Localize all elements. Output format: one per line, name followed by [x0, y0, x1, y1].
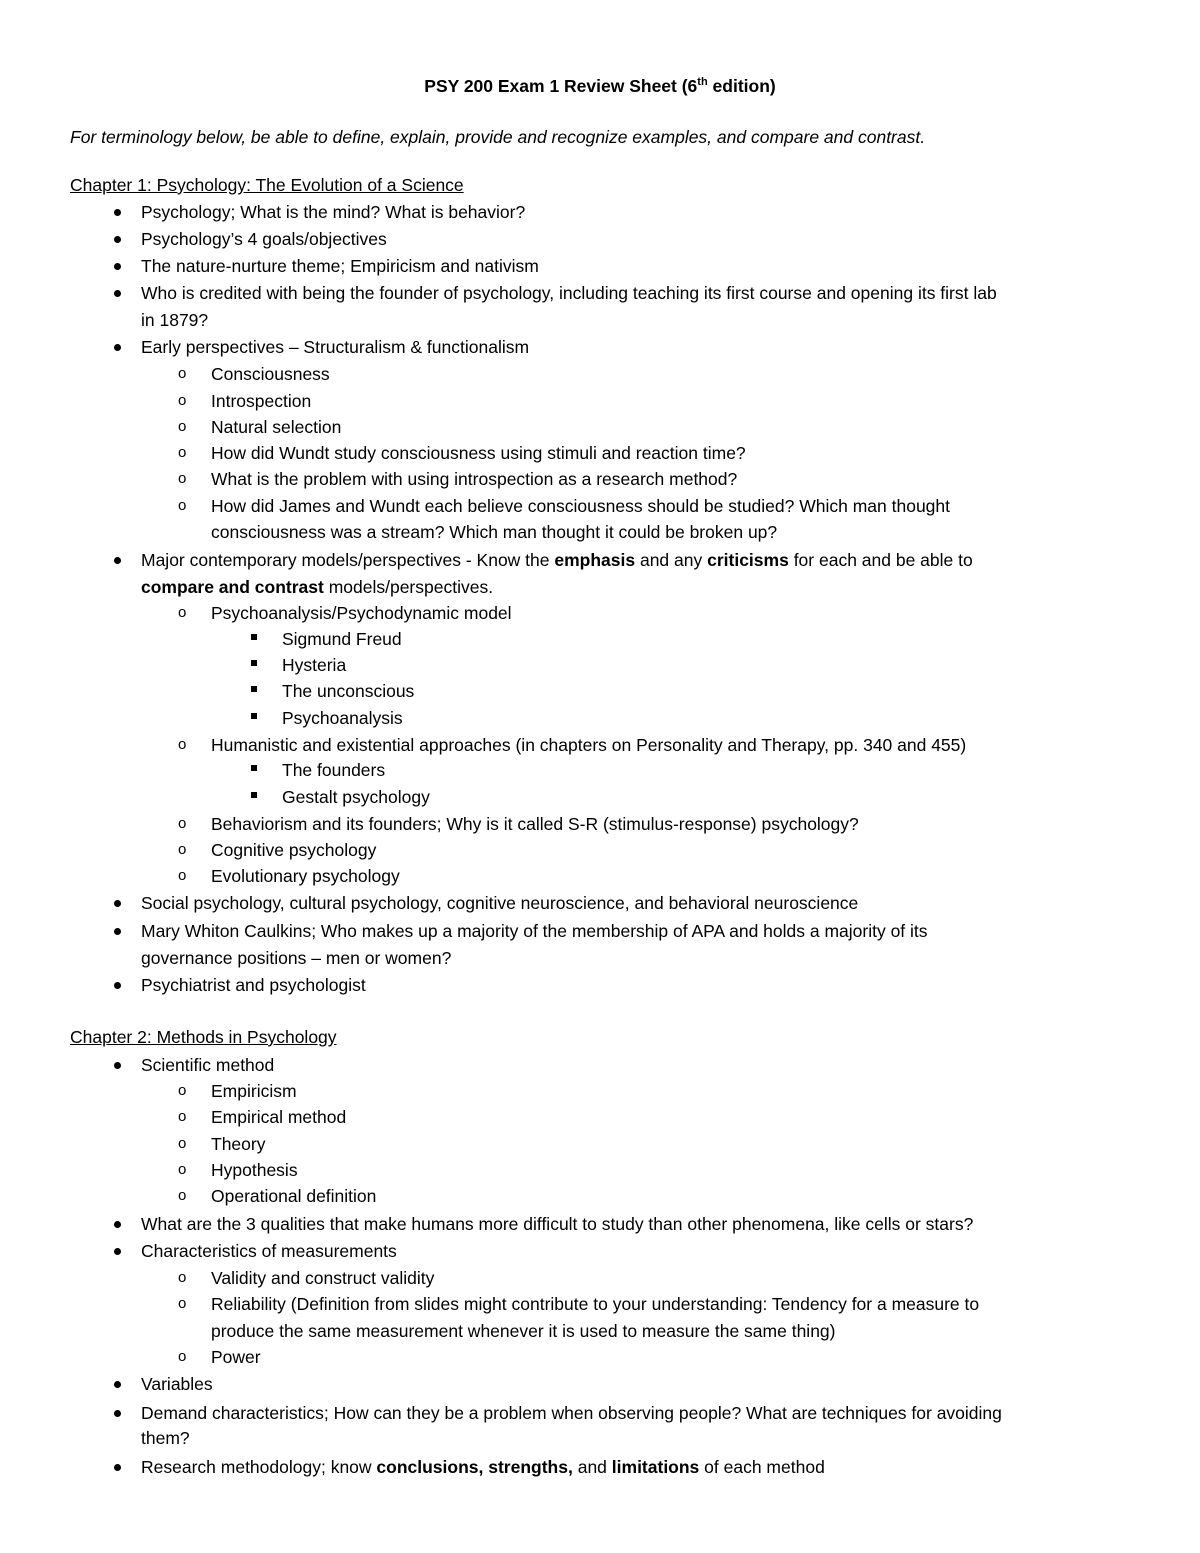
square-bullet-icon	[251, 660, 257, 666]
list-item: What are the 3 qualities that make humans more difficult to study than other phenomena, like cells or stars?	[141, 1214, 974, 1234]
list-item: Mary Whiton Caulkins; Who makes up a majority of the membership of APA and holds a majority of its	[141, 921, 928, 941]
circle-bullet-icon: o	[178, 1161, 187, 1178]
sub-list-item: Humanistic and existential approaches (in chapters on Personality and Therapy, pp. 340 and 455)	[211, 735, 967, 755]
bullet-icon	[114, 1464, 121, 1471]
bullet-icon	[114, 900, 121, 907]
bullet-icon	[114, 236, 121, 243]
chapter-1-heading: Chapter 1: Psychology: The Evolution of a Science	[70, 175, 464, 195]
circle-bullet-icon: o	[178, 604, 187, 621]
sub-list-item: Cognitive psychology	[211, 840, 377, 860]
sub-list-item: How did James and Wundt each believe consciousness should be studied? Which man thought	[211, 496, 951, 516]
sub-list-item: What is the problem with using introspection as a research method?	[211, 469, 738, 489]
list-item: Social psychology, cultural psychology, cognitive neuroscience, and behavioral neuroscience	[141, 893, 859, 913]
list-item-continuation: compare and contrast models/perspectives.	[141, 577, 494, 597]
circle-bullet-icon: o	[178, 418, 187, 435]
list-item: Major contemporary models/perspectives - Know the emphasis and any criticisms for each and be able to	[141, 550, 973, 570]
circle-bullet-icon: o	[178, 736, 187, 753]
list-item-continuation: them?	[141, 1428, 190, 1448]
bullet-icon	[114, 1381, 121, 1388]
sub-sub-list-item: Psychoanalysis	[282, 708, 403, 728]
circle-bullet-icon: o	[178, 1348, 187, 1365]
bullet-icon	[114, 344, 121, 351]
sub-list-item: Psychoanalysis/Psychodynamic model	[211, 603, 512, 623]
list-item: Psychology’s 4 goals/objectives	[141, 229, 387, 249]
circle-bullet-icon: o	[178, 1108, 187, 1125]
circle-bullet-icon: o	[178, 497, 187, 514]
circle-bullet-icon: o	[178, 815, 187, 832]
list-item: Scientific method	[141, 1055, 275, 1075]
bullet-icon	[114, 263, 121, 270]
circle-bullet-icon: o	[178, 1082, 187, 1099]
sub-list-item: Validity and construct validity	[211, 1268, 435, 1288]
circle-bullet-icon: o	[178, 392, 187, 409]
list-item: Research methodology; know conclusions, strengths, and limitations of each method	[141, 1457, 825, 1477]
sub-list-item: Empiricism	[211, 1081, 297, 1101]
intro-text: For terminology below, be able to define, explain, provide and recognize examples, and compare and contrast.	[70, 127, 926, 147]
square-bullet-icon	[251, 792, 257, 798]
square-bullet-icon	[251, 686, 257, 692]
circle-bullet-icon: o	[178, 365, 187, 382]
bullet-icon	[114, 1221, 121, 1228]
list-item-continuation: in 1879?	[141, 310, 209, 330]
bullet-icon	[114, 290, 121, 297]
sub-list-item: How did Wundt study consciousness using stimuli and reaction time?	[211, 443, 746, 463]
circle-bullet-icon: o	[178, 470, 187, 487]
chapter-2-heading: Chapter 2: Methods in Psychology	[70, 1027, 337, 1047]
sub-list-item: Natural selection	[211, 417, 342, 437]
square-bullet-icon	[251, 634, 257, 640]
bullet-icon	[114, 982, 121, 989]
sub-list-item: Behaviorism and its founders; Why is it called S-R (stimulus-response) psychology?	[211, 814, 859, 834]
sub-sub-list-item: Gestalt psychology	[282, 787, 430, 807]
sub-sub-list-item: The unconscious	[282, 681, 415, 701]
bullet-icon	[114, 928, 121, 935]
circle-bullet-icon: o	[178, 1135, 187, 1152]
list-item: The nature-nurture theme; Empiricism and nativism	[141, 256, 539, 276]
circle-bullet-icon: o	[178, 1295, 187, 1312]
sub-list-item-continuation: produce the same measurement whenever it is used to measure the same thing)	[211, 1321, 836, 1341]
square-bullet-icon	[251, 765, 257, 771]
bullet-icon	[114, 557, 121, 564]
list-item: Characteristics of measurements	[141, 1241, 397, 1261]
sub-sub-list-item: The founders	[282, 760, 386, 780]
sub-list-item: Empirical method	[211, 1107, 347, 1127]
circle-bullet-icon: o	[178, 867, 187, 884]
circle-bullet-icon: o	[178, 444, 187, 461]
page-title: PSY 200 Exam 1 Review Sheet (6th edition)	[424, 76, 776, 96]
list-item: Psychiatrist and psychologist	[141, 975, 366, 995]
sub-list-item: Theory	[211, 1134, 266, 1154]
sub-list-item-continuation: consciousness was a stream? Which man thought it could be broken up?	[211, 522, 778, 542]
sub-sub-list-item: Sigmund Freud	[282, 629, 402, 649]
sub-sub-list-item: Hysteria	[282, 655, 347, 675]
list-item: Psychology; What is the mind? What is behavior?	[141, 202, 526, 222]
bullet-icon	[114, 1410, 121, 1417]
circle-bullet-icon: o	[178, 841, 187, 858]
list-item: Who is credited with being the founder of psychology, including teaching its first course and opening its first lab	[141, 283, 997, 303]
bullet-icon	[114, 209, 121, 216]
circle-bullet-icon: o	[178, 1269, 187, 1286]
square-bullet-icon	[251, 713, 257, 719]
list-item: Variables	[141, 1374, 213, 1394]
circle-bullet-icon: o	[178, 1187, 187, 1204]
sub-list-item: Reliability (Definition from slides might contribute to your understanding: Tendency for a measure to	[211, 1294, 980, 1314]
sub-list-item: Evolutionary psychology	[211, 866, 400, 886]
sub-list-item: Operational definition	[211, 1186, 377, 1206]
sub-list-item: Introspection	[211, 391, 312, 411]
list-item: Demand characteristics; How can they be a problem when observing people? What are techniques for avoiding	[141, 1403, 1002, 1423]
list-item: Early perspectives – Structuralism & functionalism	[141, 337, 530, 357]
list-item-continuation: governance positions – men or women?	[141, 948, 452, 968]
bullet-icon	[114, 1248, 121, 1255]
sub-list-item: Power	[211, 1347, 261, 1367]
sub-list-item: Hypothesis	[211, 1160, 298, 1180]
sub-list-item: Consciousness	[211, 364, 330, 384]
bullet-icon	[114, 1062, 121, 1069]
